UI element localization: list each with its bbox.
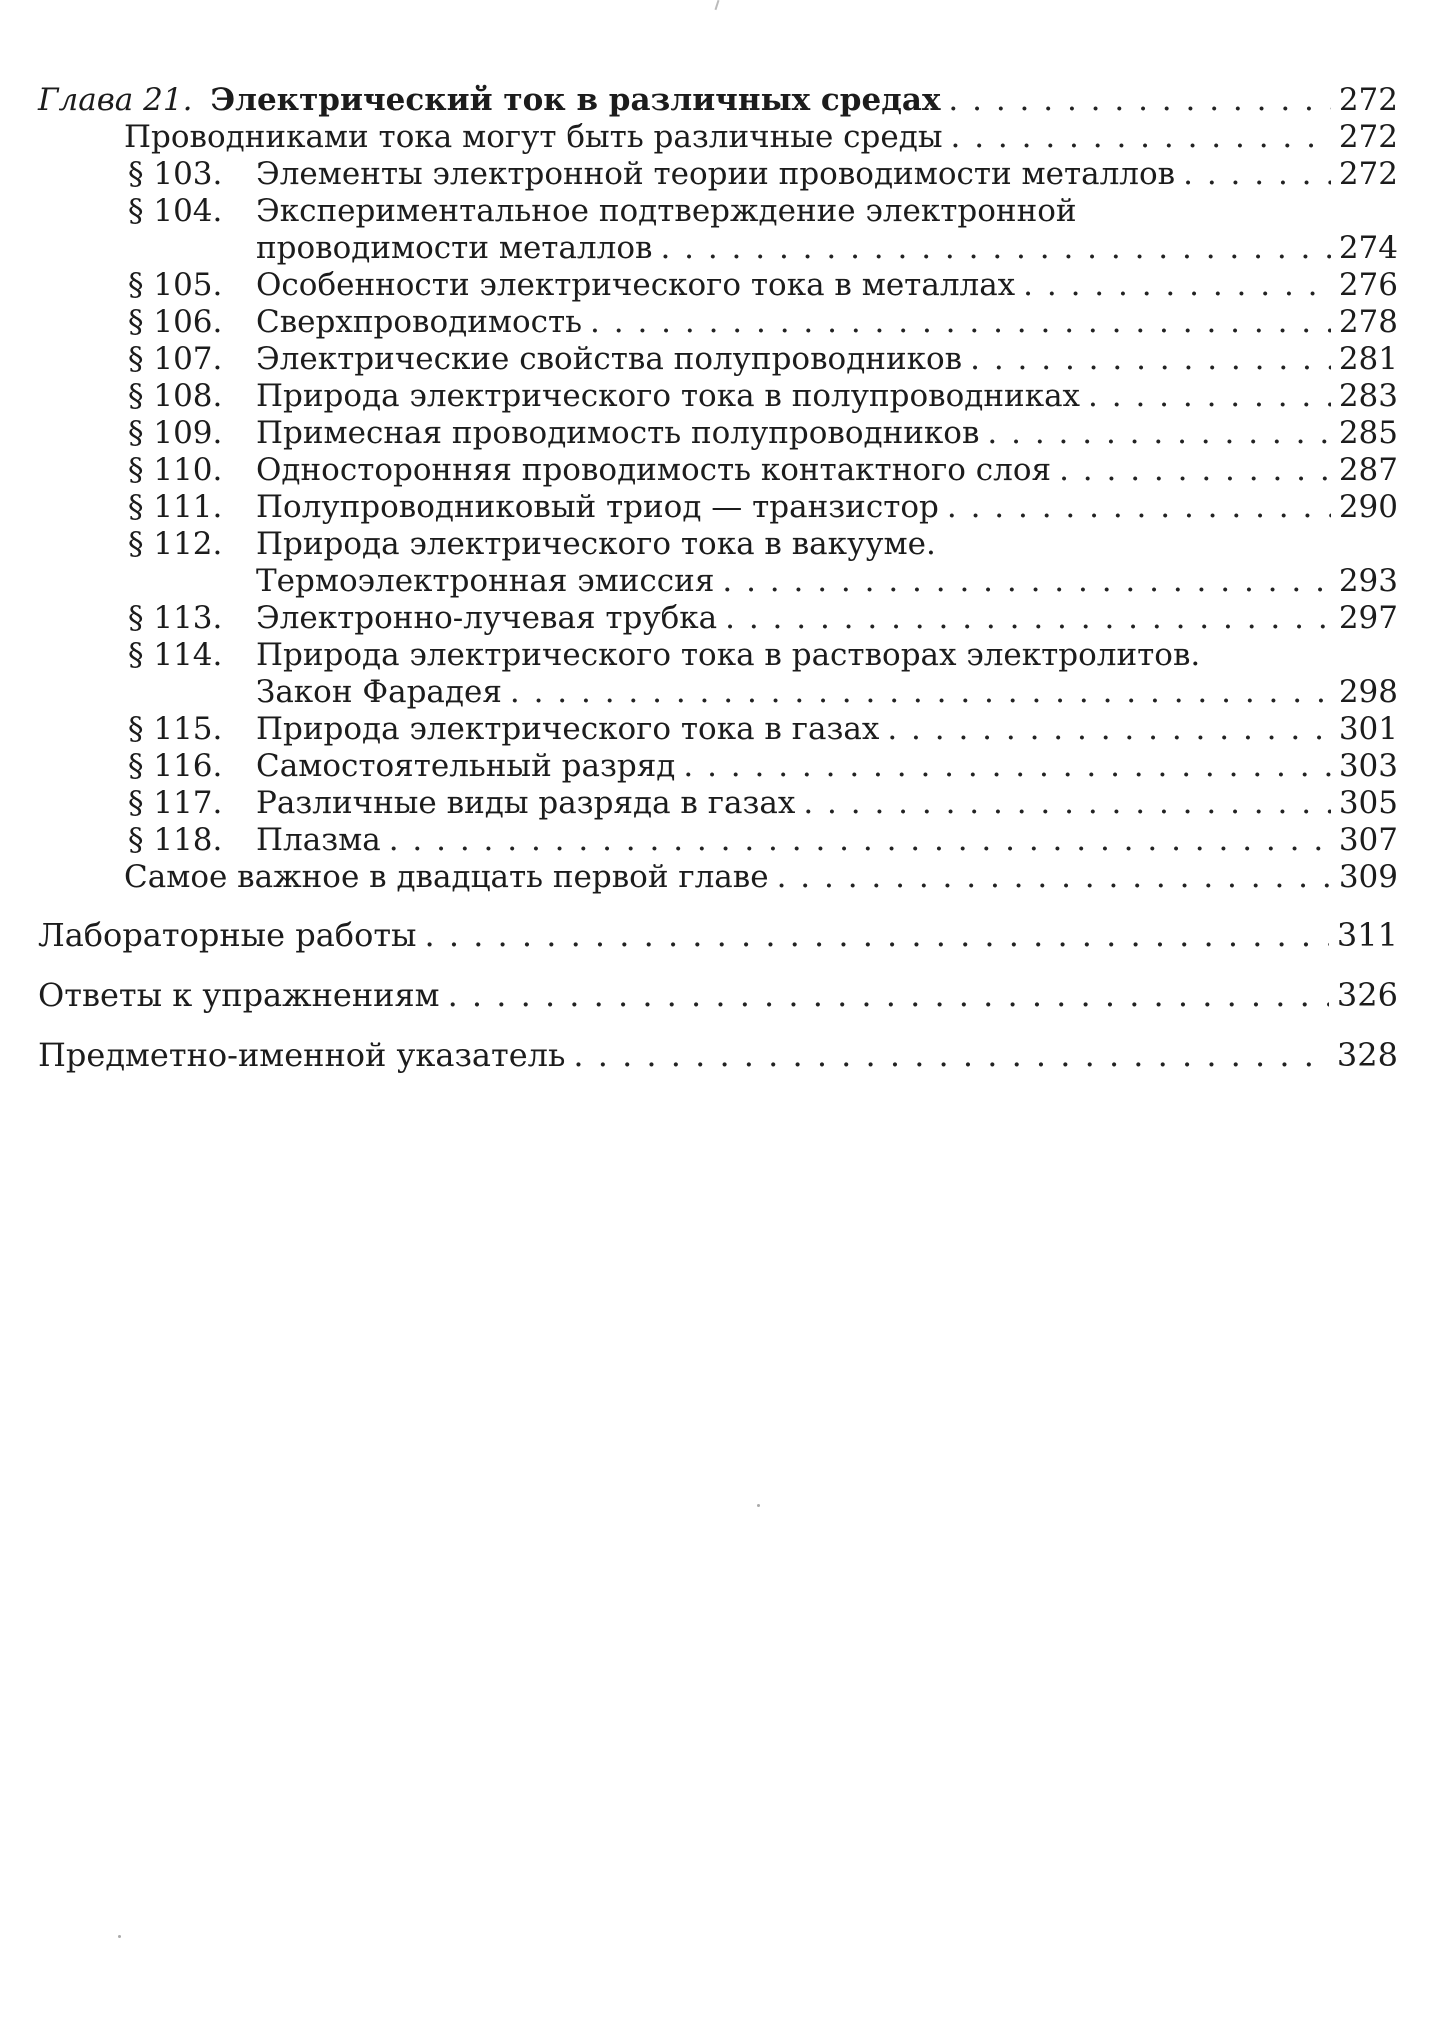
- entry-title: Плазма: [256, 822, 381, 858]
- entry-title: Лабораторные работы: [38, 916, 417, 954]
- page-number: 301: [1338, 711, 1398, 747]
- dot-leader: [987, 415, 1330, 452]
- section-number: § 109.: [128, 415, 223, 451]
- section-number: § 112.: [128, 526, 223, 562]
- page-number: 307: [1338, 822, 1398, 858]
- toc-section-entry[interactable]: [38, 415, 1398, 452]
- toc-entry-answers[interactable]: [38, 976, 1398, 1014]
- toc-section-entry[interactable]: [38, 156, 1398, 193]
- page-number: 272: [1338, 82, 1398, 118]
- section-number: § 110.: [128, 452, 223, 488]
- entry-title: Электронно-лучевая трубка: [256, 600, 718, 636]
- dot-leader: [425, 916, 1329, 954]
- toc-section-entry[interactable]: [38, 193, 1398, 230]
- dot-leader: [1183, 156, 1331, 193]
- page-number: 287: [1338, 452, 1398, 488]
- entry-title: Природа электрического тока в вакууме.: [256, 526, 936, 562]
- page-number: 283: [1338, 378, 1398, 414]
- toc-section-entry[interactable]: [38, 378, 1398, 415]
- toc-section-entry[interactable]: [38, 341, 1398, 378]
- dot-leader: [777, 859, 1331, 896]
- dot-leader: [660, 230, 1330, 267]
- page-number: 290: [1338, 489, 1398, 525]
- page-number: 298: [1338, 674, 1398, 710]
- page-number: 326: [1336, 976, 1398, 1014]
- section-number: § 115.: [128, 711, 223, 747]
- dot-leader: [887, 711, 1330, 748]
- page-number: 274: [1338, 230, 1398, 266]
- page-number: 328: [1336, 1036, 1398, 1074]
- dot-leader: [590, 304, 1331, 341]
- page-number: 276: [1338, 267, 1398, 303]
- dot-leader: [951, 119, 1331, 156]
- toc-entry-summary[interactable]: [38, 859, 1398, 896]
- section-number: § 105.: [128, 267, 223, 303]
- toc-section-entry-continued[interactable]: [38, 563, 1398, 600]
- entry-title: Электрические свойства полупроводников: [256, 341, 963, 377]
- dot-leader: [1059, 452, 1331, 489]
- toc-section-entry[interactable]: [38, 304, 1398, 341]
- entry-title: Особенности электрического тока в металлах: [256, 267, 1016, 303]
- entry-title: Экспериментальное подтверждение электронной: [256, 193, 1077, 229]
- entry-title: Природа электрического тока в газах: [256, 711, 880, 747]
- section-number: § 114.: [128, 637, 223, 673]
- section-number: § 118.: [128, 822, 223, 858]
- toc-section-entry-continued[interactable]: [38, 674, 1398, 711]
- table-of-contents: [38, 82, 1398, 1074]
- entry-title: Примесная проводимость полупроводников: [256, 415, 980, 451]
- toc-section-entry[interactable]: [38, 748, 1398, 785]
- scan-speck: [757, 1504, 760, 1507]
- dot-leader: [573, 1036, 1329, 1074]
- dot-leader: [947, 489, 1331, 526]
- toc-entry-index[interactable]: [38, 1036, 1398, 1074]
- dot-leader: [948, 82, 1330, 119]
- dot-leader: [803, 785, 1331, 822]
- chapter-heading[interactable]: [38, 82, 1398, 119]
- toc-section-entry-continued[interactable]: [38, 230, 1398, 267]
- entry-title: Природа электрического тока в полупроводниках: [256, 378, 1081, 414]
- entry-title: проводимости металлов: [256, 230, 653, 266]
- page-number: 272: [1338, 156, 1398, 192]
- page-number: 305: [1338, 785, 1398, 821]
- dot-leader: [1023, 267, 1331, 304]
- chapter-label: Глава 21.: [38, 82, 193, 118]
- section-number: § 108.: [128, 378, 223, 414]
- entry-title: Односторонняя проводимость контактного слоя: [256, 452, 1052, 488]
- section-number: § 106.: [128, 304, 223, 340]
- toc-section-entry[interactable]: [38, 785, 1398, 822]
- page-number: 285: [1338, 415, 1398, 451]
- entry-title: Ответы к упражнениям: [38, 976, 440, 1014]
- toc-entry-lab-works[interactable]: [38, 916, 1398, 954]
- entry-title: Предметно-именной указатель: [38, 1036, 566, 1074]
- page-number: 278: [1338, 304, 1398, 340]
- toc-section-entry[interactable]: [38, 637, 1398, 674]
- page-number: 311: [1336, 916, 1398, 954]
- dot-leader: [510, 674, 1331, 711]
- dot-leader: [1088, 378, 1331, 415]
- toc-section-entry[interactable]: [38, 267, 1398, 304]
- toc-section-entry[interactable]: [38, 452, 1398, 489]
- page-number: 297: [1338, 600, 1398, 636]
- toc-section-entry[interactable]: [38, 600, 1398, 637]
- page-number: 303: [1338, 748, 1398, 784]
- page-number: 309: [1338, 859, 1398, 895]
- entry-title: Самостоятельный разряд: [256, 748, 676, 784]
- entry-title: Природа электрического тока в растворах электролитов.: [256, 637, 1201, 673]
- entry-title: Полупроводниковый триод — транзистор: [256, 489, 939, 525]
- entry-title: Самое важное в двадцать первой главе: [124, 859, 769, 895]
- entry-title: Закон Фарадея: [256, 674, 502, 710]
- dot-leader: [722, 563, 1330, 600]
- page-number: 272: [1338, 119, 1398, 155]
- section-list: [38, 156, 1398, 859]
- toc-section-entry[interactable]: [38, 711, 1398, 748]
- dot-leader: [683, 748, 1330, 785]
- dot-leader: [725, 600, 1331, 637]
- section-number: § 117.: [128, 785, 223, 821]
- section-number: § 113.: [128, 600, 223, 636]
- section-number: § 103.: [128, 156, 223, 192]
- entry-title: Различные виды разряда в газах: [256, 785, 796, 821]
- section-number: § 116.: [128, 748, 223, 784]
- section-number: § 104.: [128, 193, 223, 229]
- dot-leader: [970, 341, 1331, 378]
- entry-title: Термоэлектронная эмиссия: [256, 563, 715, 599]
- dot-leader: [448, 976, 1329, 1014]
- entry-title: Элементы электронной теории проводимости металлов: [256, 156, 1176, 192]
- toc-entry-intro[interactable]: [38, 119, 1398, 156]
- toc-section-entry[interactable]: [38, 822, 1398, 859]
- scan-speck: [118, 1935, 121, 1938]
- scan-mark: [715, 0, 720, 10]
- page-number: 281: [1338, 341, 1398, 377]
- dot-leader: [389, 822, 1331, 859]
- toc-section-entry[interactable]: [38, 526, 1398, 563]
- section-number: § 111.: [128, 489, 223, 525]
- entry-title: Сверхпроводимость: [256, 304, 583, 340]
- section-number: § 107.: [128, 341, 223, 377]
- chapter-title: Электрический ток в различных средах: [210, 82, 941, 118]
- entry-title: Проводниками тока могут быть различные среды: [124, 119, 943, 155]
- page-number: 293: [1338, 563, 1398, 599]
- toc-section-entry[interactable]: [38, 489, 1398, 526]
